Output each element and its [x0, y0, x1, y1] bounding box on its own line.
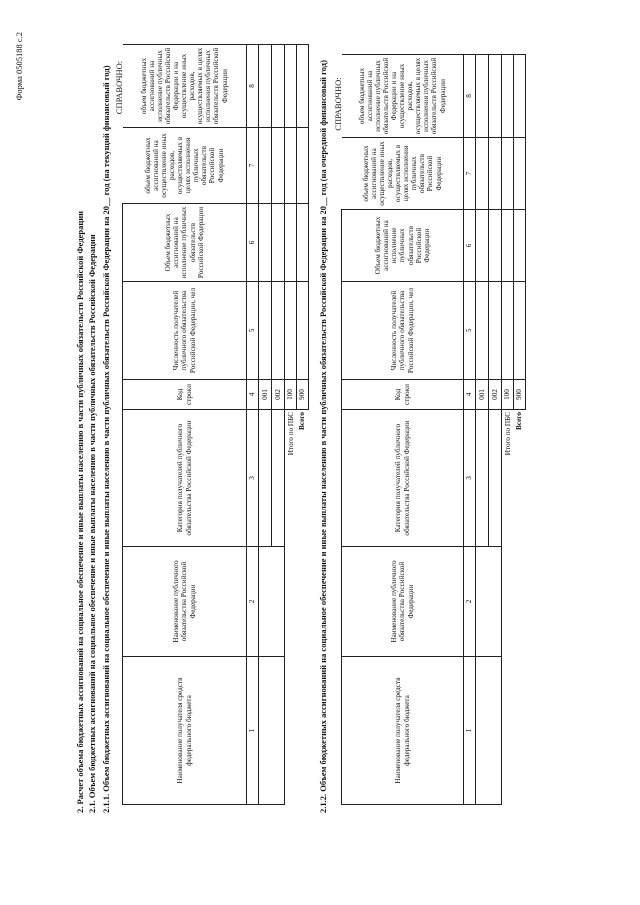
col-header-7: объем бюджетных ассигнований на осуществление иных расходов, осуществляемых в целях исполнения публичных обязательств Российской Федерации	[123, 128, 247, 204]
value-cell	[297, 282, 309, 380]
value-cell	[514, 138, 526, 210]
value-cell	[476, 210, 489, 282]
table-2-1-1	[122, 44, 309, 805]
row-code: 002	[272, 380, 285, 410]
value-cell	[502, 210, 514, 282]
col-number-5: 5	[464, 282, 476, 380]
col-header-1: Наименование получателя средств федерального бюджета	[123, 657, 247, 805]
value-cell	[285, 128, 297, 204]
value-cell	[259, 128, 272, 204]
col-number-3: 3	[247, 410, 259, 547]
heading-2-1-2: 2.1.2. Объем бюджетных ассигнований на социальное обеспечение и иные выплаты населению в части публичных обязательств Российской Федерации на 20__ год (на очередной финансовый год)	[318, 60, 328, 813]
col-number-7: 7	[247, 128, 259, 204]
col-number-2: 2	[247, 547, 259, 657]
grand-total-row	[514, 55, 526, 805]
total-pbs-code: 100	[285, 380, 297, 410]
col-number-7: 7	[464, 138, 476, 210]
column-number-row	[247, 45, 259, 805]
col-header-2: Наименование публичного обязательства Российской Федерации	[342, 547, 464, 657]
value-cell	[297, 128, 309, 204]
value-cell	[502, 55, 514, 138]
reference-label-2: СПРАВОЧНО:	[333, 77, 343, 131]
total-code: 900	[514, 380, 526, 410]
col-header-1: Наименование получателя средств федерального бюджета	[342, 657, 464, 805]
col-number-4: 4	[247, 380, 259, 410]
category-cell	[272, 410, 285, 547]
col-number-2: 2	[464, 547, 476, 657]
col-header-2: Наименование публичного обязательства Российской Федерации	[123, 547, 247, 657]
table-2-1-2	[341, 54, 526, 805]
value-cell	[297, 45, 309, 128]
value-cell	[272, 45, 285, 128]
col-header-8: объем бюджетных ассигнований на исполнение публичных обязательств Российской Федерации и на осуществление иных расходов, осуществляемых в целях исполнения публичных обязательств Российской Федерации	[342, 55, 464, 138]
total-pbs-row	[285, 45, 297, 805]
col-number-1: 1	[247, 657, 259, 805]
col-number-8: 8	[464, 55, 476, 138]
value-cell	[285, 204, 297, 282]
col-header-6: Объем бюджетных ассигнований на исполнение публичных обязательств Российской Федерации	[123, 204, 247, 282]
heading-main: 2. Расчет объема бюджетных ассигнований на социальное обеспечение и иные выплаты населению в части публичных обязательств Российской Федерации	[75, 210, 85, 813]
total-pbs-label: Итого по ПБС	[503, 412, 512, 456]
table-row	[259, 45, 272, 805]
value-cell	[514, 210, 526, 282]
value-cell	[476, 282, 489, 380]
col-header-5: Численность получателей публичного обязательства Российской Федерации, чел	[342, 282, 464, 380]
col-header-6: Объем бюджетных ассигнований на исполнение публичных обязательств Российской Федерации	[342, 210, 464, 282]
col-header-3: Категория получателей публичного обязательства Российской Федерации	[342, 410, 464, 547]
recipient-cell	[259, 657, 285, 805]
value-cell	[272, 128, 285, 204]
col-header-4: Код строки	[123, 380, 247, 410]
total-label: Всего	[515, 412, 524, 430]
col-header-8: объем бюджетных ассигнований на исполнение публичных обязательств Российской Федерации и на осуществление иных расходов, осуществляемых в целях исполнения публичных обязательств Российской Федерации	[123, 45, 247, 128]
table-row	[476, 55, 489, 805]
category-cell	[489, 410, 502, 547]
col-header-7: объем бюджетных ассигнований на осуществление иных расходов, осуществляемых в целях исполнения публичных обязательств Российской Федерации	[342, 138, 464, 210]
value-cell	[489, 282, 502, 380]
col-number-3: 3	[464, 410, 476, 547]
value-cell	[259, 45, 272, 128]
value-cell	[285, 282, 297, 380]
value-cell	[476, 138, 489, 210]
category-cell	[476, 410, 489, 547]
value-cell	[502, 282, 514, 380]
value-cell	[489, 55, 502, 138]
col-number-6: 6	[464, 210, 476, 282]
value-cell	[514, 282, 526, 380]
col-number-4: 4	[464, 380, 476, 410]
col-number-1: 1	[464, 657, 476, 805]
column-number-row	[464, 55, 476, 805]
value-cell	[476, 55, 489, 138]
value-cell	[285, 45, 297, 128]
form-label: Форма 0505188 с.2	[14, 32, 24, 101]
value-cell	[502, 138, 514, 210]
row-code: 001	[476, 380, 489, 410]
value-cell	[297, 204, 309, 282]
col-number-8: 8	[247, 45, 259, 128]
obligation-cell	[476, 547, 502, 657]
col-header-3: Категория получателей публичного обязательства Российской Федерации	[123, 410, 247, 547]
grand-total-row	[297, 45, 309, 805]
value-cell	[259, 282, 272, 380]
category-cell	[259, 410, 272, 547]
reference-label-1: СПРАВОЧНО:	[114, 60, 124, 115]
total-label: Всего	[298, 412, 307, 430]
heading-2-1: 2.1. Объем бюджетных ассигнований на социальное обеспечение и иные выплаты населению в части публичных обязательств Российской Федерации	[87, 234, 97, 813]
total-code: 900	[297, 380, 309, 410]
col-number-6: 6	[247, 204, 259, 282]
value-cell	[514, 55, 526, 138]
heading-2-1-1: 2.1.1. Объем бюджетных ассигнований на социальное обеспечение и иные выплаты населению в части публичных обязательств Российской Федерации на 20__ год (на текущий финансовый год)	[101, 65, 111, 813]
col-number-5: 5	[247, 282, 259, 380]
obligation-cell	[259, 547, 285, 657]
total-pbs-code: 100	[502, 380, 514, 410]
total-pbs-row	[502, 55, 514, 805]
value-cell	[272, 204, 285, 282]
header-row	[123, 45, 247, 805]
value-cell	[489, 210, 502, 282]
header-row	[342, 55, 464, 805]
recipient-cell	[476, 657, 502, 805]
row-code: 001	[259, 380, 272, 410]
total-pbs-label: Итого по ПБС	[286, 412, 295, 456]
col-header-4: Код строки	[342, 380, 464, 410]
col-header-5: Численность получателей публичного обязательства Российской Федерации, чел	[123, 282, 247, 380]
value-cell	[272, 282, 285, 380]
value-cell	[259, 204, 272, 282]
value-cell	[489, 138, 502, 210]
row-code: 002	[489, 380, 502, 410]
